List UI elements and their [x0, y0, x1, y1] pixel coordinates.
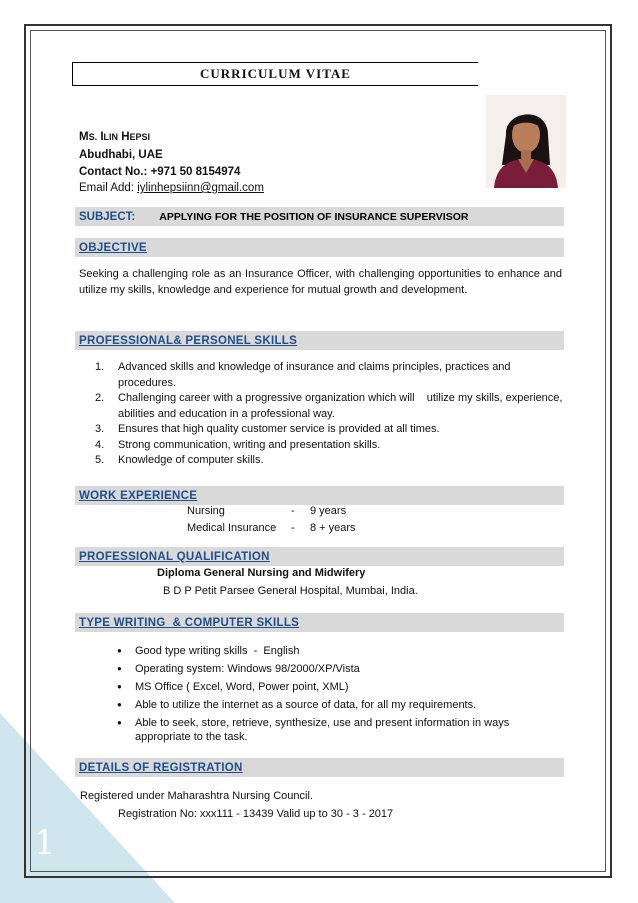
list-item: ● Operating system: Windows 98/2000/XP/Vista: [118, 662, 563, 676]
document-title: CURRICULUM VITAE: [72, 62, 478, 86]
computer-skills-title: TYPE WRITING & COMPUTER SKILLS: [79, 616, 300, 629]
registration-number: Registration No: xxx111 - 13439 Valid up to 30 - 3 - 2017: [118, 808, 394, 820]
registration-council: Registered under Maharashtra Nursing Council.: [80, 790, 313, 802]
qualification-title: PROFESSIONAL QUALIFICATION: [79, 550, 270, 563]
candidate-email: Email Add: iylinhepsiinn@gmail.com: [79, 182, 264, 194]
page-number: 1: [34, 823, 56, 863]
computer-skills-list: [118, 644, 563, 748]
list-item: ● Good type writing skills - English: [118, 644, 563, 658]
qualification-school: B D P Petit Parsee General Hospital, Mumbai, India.: [163, 585, 418, 597]
work-dash: -: [291, 522, 295, 534]
list-item: ● Able to seek, store, retrieve, synthesize, use and present information in ways appropriate to the task.: [118, 716, 563, 744]
profile-photo-image: [486, 95, 566, 188]
work-field: Medical Insurance: [187, 522, 277, 534]
work-field: Nursing: [187, 505, 225, 517]
list-item: ● Able to utilize the internet as a source of data, for all my requirements.: [118, 698, 563, 712]
skills-bar: [75, 331, 564, 350]
candidate-location: Abudhabi, UAE: [79, 149, 163, 161]
list-item: 2. Challenging career with a progressive organization which will utilize my skills, experience, abilities and education in a professional way.: [95, 392, 566, 420]
work-years: 8 + years: [310, 522, 356, 534]
list-item: 5. Knowledge of computer skills.: [95, 454, 264, 466]
objective-text: Seeking a challenging role as an Insurance Officer, with challenging opportunities to enhance and utilize my skills, knowledge and experience for mutual growth and development.: [79, 268, 562, 296]
list-item: ● MS Office ( Excel, Word, Power point, XML): [118, 680, 563, 694]
qualification-degree: Diploma General Nursing and Midwifery: [157, 567, 366, 579]
candidate-name: MS. ILIN HEPSI: [79, 131, 151, 143]
subject-bar: [75, 207, 564, 226]
list-item: 3. Ensures that high quality customer service is provided at all times.: [95, 423, 440, 435]
subject-label: SUBJECT:: [79, 210, 136, 223]
skills-list: [95, 360, 566, 469]
profile-photo: [486, 95, 566, 188]
registration-bar: [75, 758, 564, 777]
skills-title: PROFESSIONAL& PERSONEL SKILLS: [79, 334, 298, 347]
email-link[interactable]: iylinhepsiinn@gmail.com: [137, 182, 264, 194]
registration-title: DETAILS OF REGISTRATION: [79, 761, 243, 774]
work-bar: [75, 486, 564, 505]
work-title: WORK EXPERIENCE: [79, 489, 198, 502]
list-item: 4. Strong communication, writing and presentation skills.: [95, 438, 381, 451]
computer-skills-bar: [75, 613, 564, 632]
work-years: 9 years: [310, 505, 347, 517]
qualification-bar: [75, 547, 564, 566]
work-dash: -: [291, 505, 295, 517]
subject-text: APPLYING FOR THE POSITION OF INSURANCE SUPERVISOR: [159, 210, 469, 223]
objective-title: OBJECTIVE: [79, 241, 147, 254]
list-item: 1. Advanced skills and knowledge of insurance and claims principles, practices and procedures.: [95, 361, 511, 389]
objective-bar: [75, 238, 564, 257]
candidate-phone: Contact No.: +971 50 8154974: [79, 166, 241, 178]
